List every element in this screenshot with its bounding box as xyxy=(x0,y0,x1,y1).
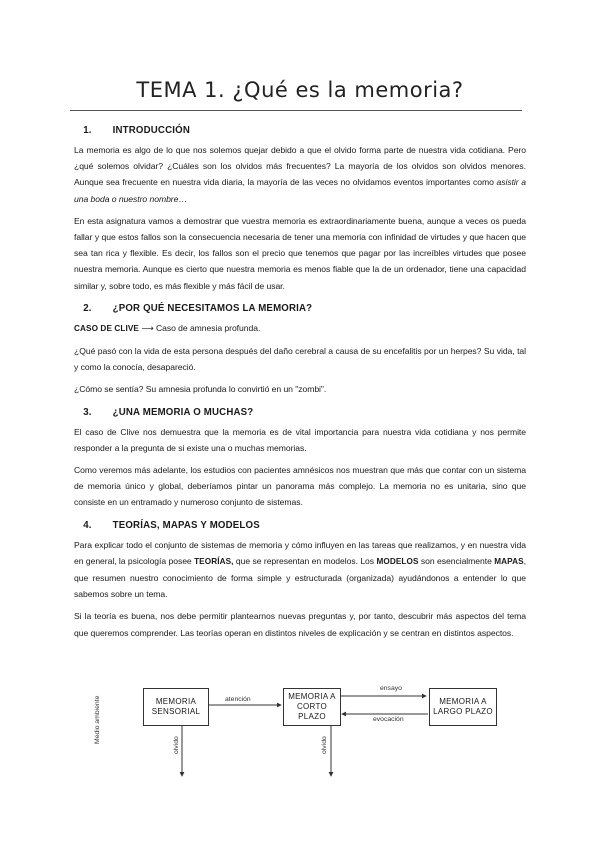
short-term-memory-box: MEMORIA A CORTO PLAZO xyxy=(283,688,341,726)
forget-label-short: olvido xyxy=(321,736,328,754)
paragraph-text: , que resumen nuestro conocimiento de forma simple y estructurada (organizada) ayudándonos a entender lo que sabemos sobre un tema. xyxy=(74,555,527,600)
paragraph: El caso de Clive nos demuestra que la memoria es de vital importancia para nuestra vida cotidiana y nos permite responder a la pregunta de si existe una o muchas memorias. xyxy=(74,426,526,453)
forget-label-sensory: olvido xyxy=(173,736,180,754)
document-body xyxy=(74,124,526,647)
memory-model-diagram xyxy=(90,672,530,780)
section-title: INTRODUCCIÓN xyxy=(112,124,190,136)
page-title: TEMA 1. ¿Qué es la memoria? xyxy=(136,78,464,102)
environment-label: Medio ambiente xyxy=(94,695,101,744)
rehearsal-label: ensayo xyxy=(380,685,402,692)
section-heading-una-o-muchas xyxy=(74,406,490,418)
paragraph xyxy=(74,537,526,603)
section-number: 4. xyxy=(83,518,92,531)
paragraph: ¿Cómo se sentía? Su amnesia profunda lo convirtió en un "zombi". xyxy=(74,384,327,395)
section-heading-introduccion xyxy=(74,124,490,136)
paragraph: ¿Qué pasó con la vida de esta persona después del daño cerebral a causa de su encefalitis por un herpes? Su vida, tal y como la conocía, desapareció. xyxy=(74,346,526,373)
long-term-memory-box: MEMORIA A LARGO PLAZO xyxy=(429,688,497,726)
section-heading-teorias xyxy=(74,519,490,531)
retrieval-label: evocación xyxy=(373,716,404,723)
italic-text: asistir a una boda o nuestro nombre xyxy=(74,177,527,204)
case-label: CASO DE CLIVE xyxy=(74,323,139,333)
keyword-mapas: MAPAS xyxy=(494,556,524,566)
keyword-teorias: TEORÍAS, xyxy=(194,556,234,566)
section-title: TEORÍAS, MAPAS Y MODELOS xyxy=(112,518,260,531)
paragraph-text: ⟶ Caso de amnesia profunda. xyxy=(139,322,261,333)
section-title: ¿UNA MEMORIA O MUCHAS? xyxy=(112,405,254,418)
section-number: 2. xyxy=(83,301,92,314)
sensory-memory-box: MEMORIA SENSORIAL xyxy=(143,688,209,726)
paragraph-text: Para explicar todo el conjunto de sistemas de memoria y cómo influyen en las tareas que realizamos, y en nuestra vida en general, la psicología posee xyxy=(74,539,526,566)
paragraph: Si la teoría es buena, nos debe permitir plantearnos nuevas preguntas y, por tanto, descubrir más aspectos del tema que queremos comprender. Las teorías operan en distintos niveles de explicación y se centran en distintos aspectos. xyxy=(74,611,526,638)
paragraph xyxy=(74,320,526,337)
paragraph: En esta asignatura vamos a demostrar que vuestra memoria es extraordinariamente buena, aunque a veces os pueda fallar y que estos fallos son la consecuencia necesaria de tener una memoria con infinidad de virtudes y que hacen que sea tan rica y flexible. Es decir, los fallos son el precio que tenemos que pagar por las increíbles virtudes que posee nuestra memoria. Aunque es cierto que nuestra memoria es menos fiable que la de un ordenador, tiene una capacidad similar y, sobre todo, es más flexible y más fácil de usar. xyxy=(74,215,526,291)
section-title: ¿POR QUÉ NECESITAMOS LA MEMORIA? xyxy=(112,301,313,314)
paragraph xyxy=(74,142,526,207)
attention-label: atención xyxy=(225,696,251,703)
paragraph-text: … xyxy=(178,193,187,204)
section-heading-por-que xyxy=(74,302,490,314)
section-number: 3. xyxy=(83,405,92,418)
paragraph-text: La memoria es algo de lo que nos solemos quejar debido a que el olvido forma parte de nuestra vida cotidiana. Pero ¿qué solemos olvidar? ¿Cuáles son los olvidos más frecuentes? La mayoría de los olvidos son olvidos menores. Aunque sea frecuente en nuestra vida diaria, la mayoría de las veces no olvidamos eventos importantes como xyxy=(74,145,526,188)
title-divider xyxy=(70,110,522,111)
keyword-modelos: MODELOS xyxy=(376,556,419,566)
paragraph-text: son esencialmente xyxy=(418,555,495,566)
paragraph: Como veremos más adelante, los estudios con pacientes amnésicos nos muestran que más que contar con un sistema de memoria único y global, deberíamos pintar un panorama más complejo. La memoria no es unitaria, sino que consiste en un entramado y numeroso conjunto de sistemas. xyxy=(74,465,526,508)
section-number: 1. xyxy=(83,124,92,136)
paragraph-text: que se representan en modelos. Los xyxy=(233,555,377,566)
